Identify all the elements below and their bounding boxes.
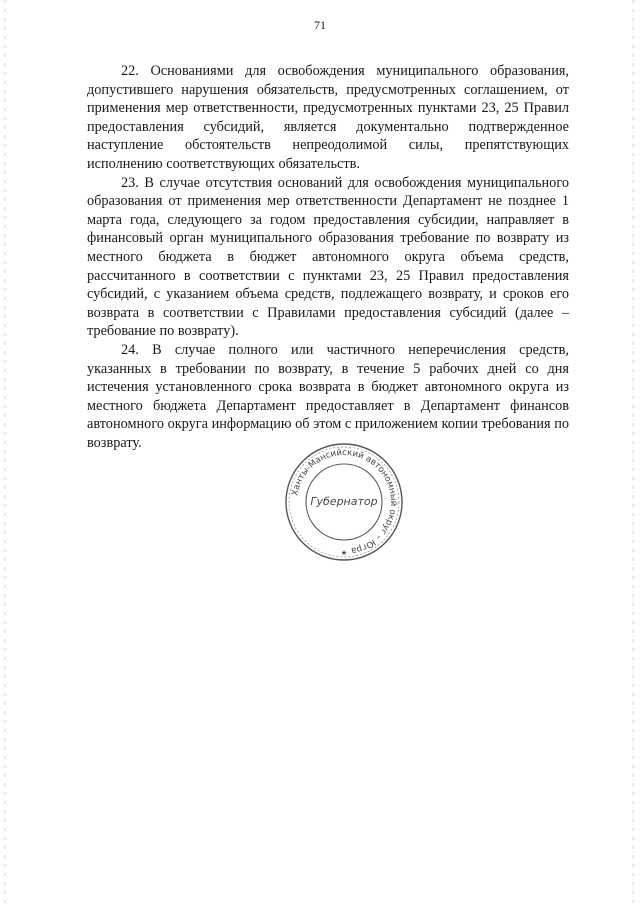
seal-ring-text: Ханты-Мансийский автономный округ – Югра: [290, 447, 399, 556]
scan-edge-right: [632, 0, 634, 905]
paragraph-22: 22. Основаниями для освобождения муниципального образования, допустившего нарушения обязательств, предусмотренных соглашением, от применения мер ответственности, предусмотренных пунктами 23, 25 Правил предоставления субсидий, является документально подтвержденное наступление обстоятельств непреодолимой силы, препятствующих исполнению соответствующих обязательств.: [87, 63, 569, 172]
seal-center-text: Губернатор: [310, 495, 378, 508]
scan-edge-left: [4, 0, 6, 905]
page-number: 71: [314, 18, 326, 32]
document-body: [87, 62, 569, 452]
seal-star-icon: ★: [340, 549, 348, 557]
official-seal: [282, 440, 406, 564]
seal-graphic: [282, 440, 406, 564]
paragraph-23: 23. В случае отсутствия оснований для освобождения муниципального образования от применения мер ответственности Департамент не позднее 1 марта года, следующего за годом предоставления субсидии, направляет в финансовый орган муниципального образования требование по возврату из местного бюджета в бюджет автономного округа объема средств, рассчитанного в соответствии с пунктами 23, 25 Правил предоставления субсидий, с указанием объема средств, подлежащего возврату, и сроков его возврата в соответствии с Правилами предоставления субсидий (далее – требование по возврату).: [87, 174, 569, 340]
paragraph-24: 24. В случае полного или частичного неперечисления средств, указанных в требовании по возврату, в течение 5 рабочих дней со дня истечения установленного срока возврата в бюджет автономного округа из местного бюджета Департамент предоставляет в Департамент финансов автономного округа информацию об этом с приложением копии требования по возврату.: [87, 341, 569, 451]
